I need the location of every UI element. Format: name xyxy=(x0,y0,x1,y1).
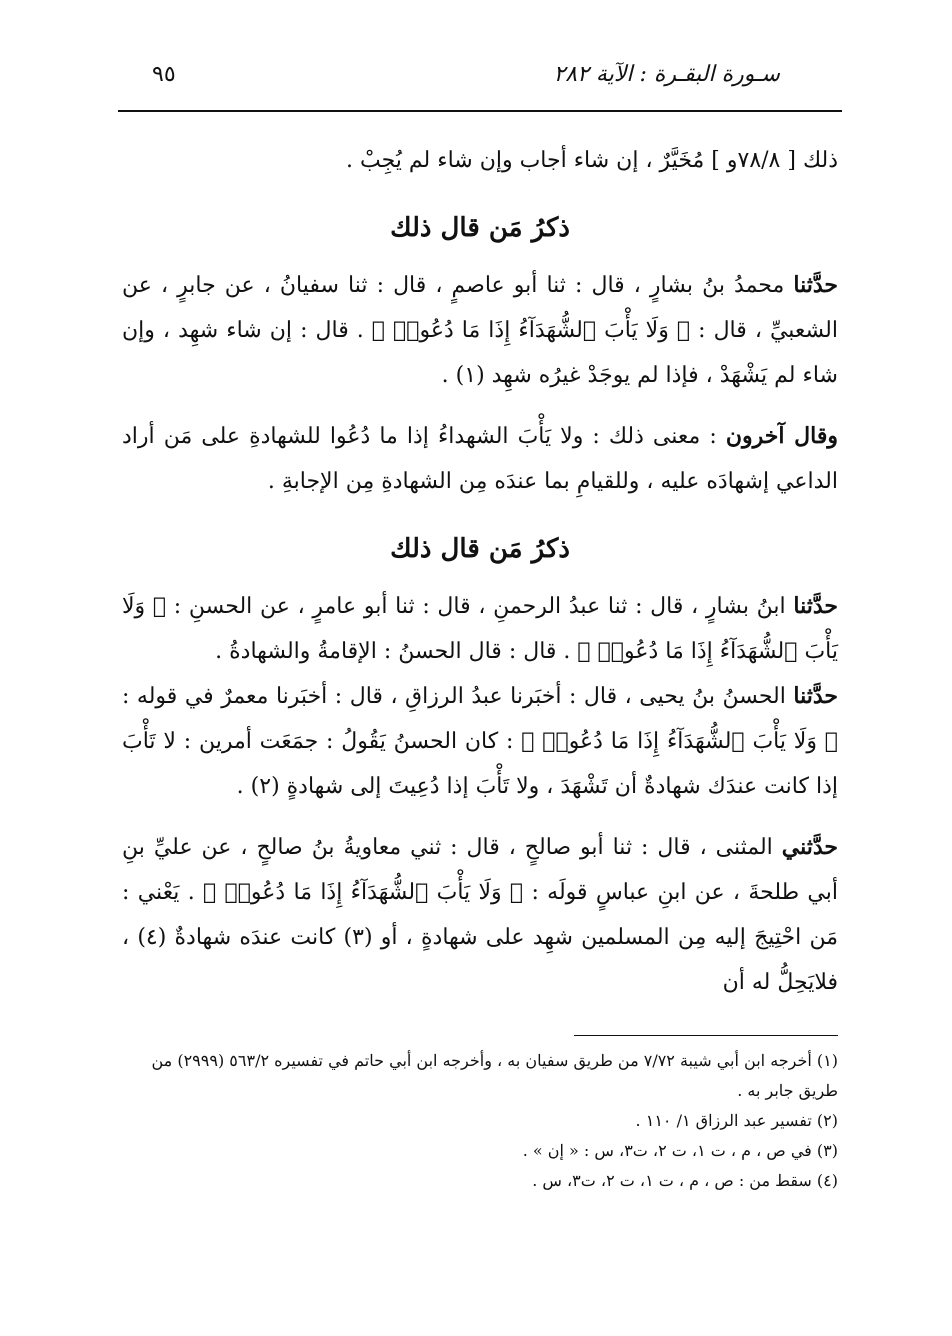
footnote-3: (٣) في ص ، م ، ت ١، ت ٢، ت٣، س : « إن » . xyxy=(522,1141,838,1160)
book-page xyxy=(122,62,838,1196)
paragraph-narration-2 xyxy=(122,584,838,674)
footnote-2: (٢) تفسير عبد الرزاق ١/ ١١٠ . xyxy=(635,1111,838,1130)
paragraph-continuation: ذلك [ ٧٨/٨و ] مُخَيَّرٌ ، إن شاء أجاب وإن شاء لم يُجِبْ . xyxy=(345,148,838,173)
paragraph-gap xyxy=(122,809,838,825)
narration-lead: حدَّثنا xyxy=(793,593,838,619)
narration-text: الحسنُ بنُ يحيى ، قال : أخبَرنا عبدُ الرزاقِ ، قال : أخبَرنا معمرٌ في قوله : ﴿ وَلَا يَأْبَ ٱلشُّهَدَآءُ إِذَا مَا دُعُوا۟ ﴾ : كان الحسنُ يَقُولُ : جمَعَت أمرين : لا تَأْبَ إذا كانت عندَك شهادةٌ أن تَشْهَدَ ، ولا تَأْبَ إذا دُعِيتَ إلى شهادةٍ (٢) . xyxy=(122,684,838,799)
paragraph-others-view xyxy=(122,414,838,504)
paragraph-narration-1 xyxy=(122,263,838,398)
section-heading-1: ذكرُ مَن قال ذلك xyxy=(390,213,570,243)
paragraph-narration-4 xyxy=(122,825,838,1005)
narration-lead: حدَّثني xyxy=(781,834,838,860)
paragraph-narration-3 xyxy=(122,674,838,809)
narration-text: : معنى ذلك : ولا يَأْبَ الشهداءُ إذا ما دُعُوا للشهادةِ على مَن أراد الداعي إشهادَه عليه ، وللقيامِ بما عندَه مِن الشهادةِ مِن الإجابةِ . xyxy=(122,424,838,494)
page-number: ٩٥ xyxy=(152,62,176,87)
paragraph-gap xyxy=(122,398,838,414)
narration-lead: حدَّثنا xyxy=(793,683,838,709)
header-rule xyxy=(118,110,842,112)
running-title: سـورة البقـرة : الآية ٢٨٢ xyxy=(553,62,780,87)
narration-text: المثنى ، قال : ثنا أبو صالحٍ ، قال : ثني معاويةُ بنُ صالحٍ ، عن عليِّ بنِ أبي طلحةَ ، عن ابنِ عباسٍ قولَه : ﴿ وَلَا يَأْبَ ٱلشُّهَدَآءُ إِذَا مَا دُعُوا۟ ﴾ . يَعْني : مَن احْتِيجَ إليه مِن المسلمين شهِد على شهادةٍ ، أو (٣) كانت عندَه شهادةٌ (٤) ، فلايَحِلُّ له أن xyxy=(122,835,839,995)
footnote-1: (١) أخرجه ابن أبي شيبة ٧/٧٢ من طريق سفيان به ، وأخرجه ابن أبي حاتم في تفسيره ٥٦٣/٢ (٢٩٩٩) من طريق جابر به . xyxy=(151,1051,838,1100)
footnote-4: (٤) سقط من : ص ، م ، ت ١، ت ٢، ت٣، س . xyxy=(532,1171,838,1190)
narration-text: محمدُ بنُ بشارٍ ، قال : ثنا أبو عاصمٍ ، قال : ثنا سفيانُ ، عن جابرٍ ، عن الشعبيِّ ، قال : ﴿ وَلَا يَأْبَ ٱلشُّهَدَآءُ إِذَا مَا دُعُوا۟ ﴾ . قال : إن شاء شهِد ، وإن شاء لم يَشْهَدْ ، فإذا لم يوجَدْ غيرُه شهِد (١) . xyxy=(122,273,838,388)
footnote-separator xyxy=(574,1035,838,1036)
narration-lead: حدَّثنا xyxy=(793,272,838,298)
footnotes xyxy=(122,1046,838,1196)
section-heading-2: ذكرُ مَن قال ذلك xyxy=(390,534,570,564)
narration-text: ابنُ بشارٍ ، قال : ثنا عبدُ الرحمنِ ، قال : ثنا أبو عامرٍ ، عن الحسنِ : ﴿ وَلَا يَأْبَ ٱلشُّهَدَآءُ إِذَا مَا دُعُوا۟ ﴾ . قال : قال الحسنُ : الإقامةُ والشهادةُ . xyxy=(122,594,838,664)
running-header xyxy=(122,62,838,106)
narration-lead: وقال آخرون xyxy=(725,423,838,449)
